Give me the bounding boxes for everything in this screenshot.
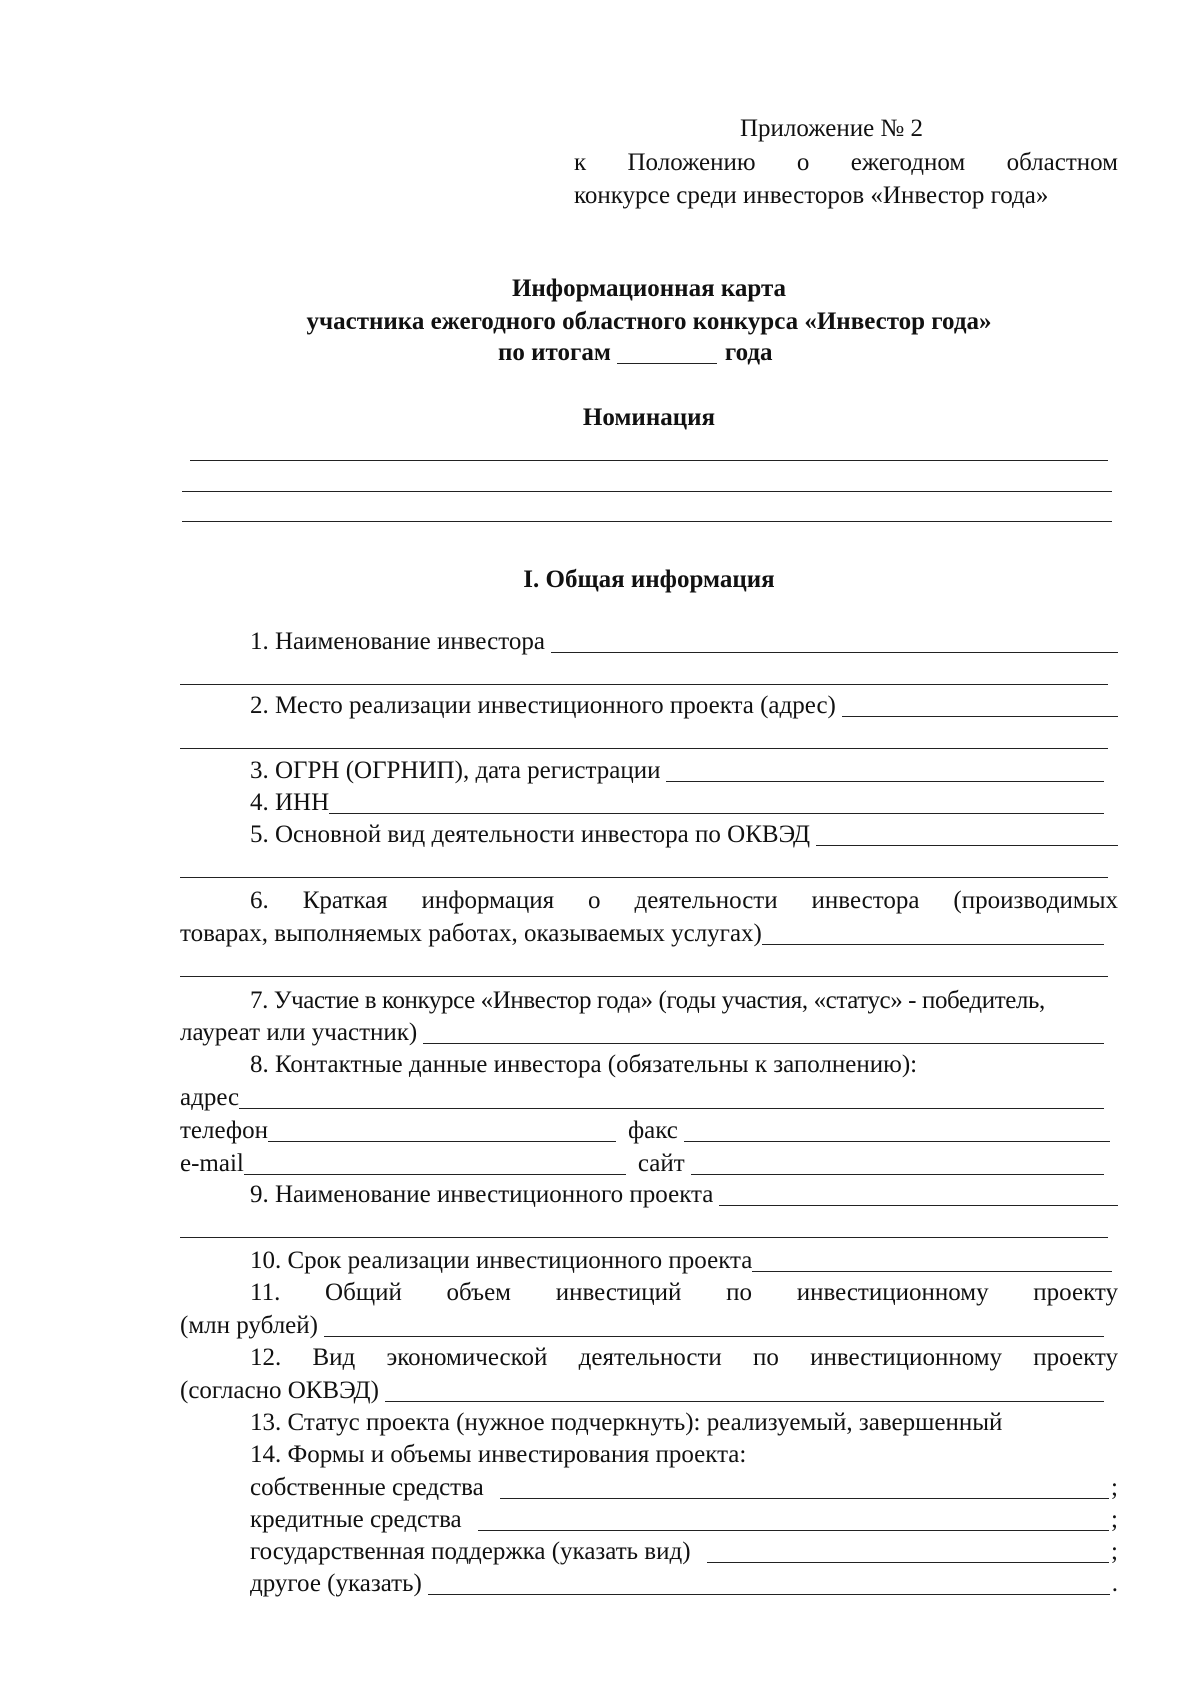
state-support-row <box>250 1535 1118 1569</box>
item-5 <box>250 818 1118 852</box>
project-address-field[interactable] <box>842 690 1118 717</box>
site-field[interactable] <box>691 1148 1104 1175</box>
activity-info-field-cont[interactable] <box>180 976 1108 977</box>
item-12-line1: 12. Вид экономической деятельности по инвестиционному проекту <box>250 1344 1118 1371</box>
own-funds-row <box>250 1471 1118 1505</box>
item-6-line1: 6. Краткая информация о деятельности инвестора (производимых <box>250 887 1118 914</box>
credit-funds-label: кредитные средства <box>250 1506 462 1533</box>
item-13: 13. Статус проекта (нужное подчеркнуть): реализуемый, завершенный <box>250 1409 1003 1436</box>
state-support-label: государственная поддержка (указать вид) <box>250 1538 691 1565</box>
item-1 <box>250 625 1118 659</box>
item-12-label: (согласно ОКВЭД) <box>180 1377 379 1404</box>
project-term-field[interactable] <box>752 1245 1112 1272</box>
project-name-field[interactable] <box>719 1179 1118 1206</box>
item-1-label: 1. Наименование инвестора <box>250 628 545 655</box>
nomination-field-line1[interactable] <box>190 460 1108 461</box>
fax-label: факс <box>627 1117 678 1144</box>
year-field[interactable] <box>617 337 717 364</box>
activity-info-field[interactable] <box>762 918 1104 945</box>
phone-field[interactable] <box>268 1115 616 1142</box>
item-6-label: товарах, выполняемых работах, оказываемых услугах) <box>180 920 762 947</box>
email-site-row <box>180 1147 1118 1181</box>
site-label: сайт <box>637 1150 685 1177</box>
nomination-field-line3[interactable] <box>182 521 1112 522</box>
item-10 <box>250 1244 1118 1278</box>
document-title: Информационная карта <box>511 275 787 302</box>
item-7-line1: 7. Участие в конкурсе «Инвестор года» (годы участия, «статус» - победитель, <box>250 987 1045 1014</box>
phone-fax-row <box>180 1114 1118 1148</box>
item-14: 14. Формы и объемы инвестирования проекта: <box>250 1441 747 1468</box>
appendix-label: Приложение № 2 <box>740 115 924 142</box>
investment-volume-field[interactable] <box>324 1310 1104 1337</box>
item-3 <box>250 754 1118 788</box>
item-4 <box>250 786 1118 820</box>
phone-label: телефон <box>180 1117 268 1144</box>
item-9-label: 9. Наименование инвестиционного проекта <box>250 1181 714 1208</box>
project-address-field-cont[interactable] <box>180 748 1108 749</box>
own-funds-label: собственные средства <box>250 1474 484 1501</box>
item-12-line2 <box>180 1374 1118 1408</box>
item-10-label: 10. Срок реализации инвестиционного проекта <box>250 1247 753 1274</box>
project-okved-field[interactable] <box>385 1375 1104 1402</box>
semicolon: ; <box>1111 1506 1118 1533</box>
appendix-reference-line1: к Положению о ежегодном областном <box>574 149 1118 176</box>
item-2 <box>250 689 1118 723</box>
period-suffix: года <box>724 339 773 366</box>
item-9 <box>250 1178 1118 1212</box>
semicolon: ; <box>1111 1538 1118 1565</box>
semicolon: ; <box>1111 1474 1118 1501</box>
section-heading: I. Общая информация <box>523 566 775 593</box>
other-row <box>250 1567 1118 1601</box>
item-2-label: 2. Место реализации инвестиционного проекта (адрес) <box>250 692 836 719</box>
email-label: e-mail <box>180 1150 244 1177</box>
item-3-label: 3. ОГРН (ОГРНИП), дата регистрации <box>250 757 661 784</box>
nomination-label: Номинация <box>582 404 716 431</box>
appendix-reference-line2: конкурсе среди инвесторов «Инвестор года» <box>574 182 1049 209</box>
address-row <box>180 1081 1118 1115</box>
item-11-label: (млн рублей) <box>180 1312 318 1339</box>
item-5-label: 5. Основной вид деятельности инвестора по ОКВЭД <box>250 821 811 848</box>
period-line <box>498 336 818 370</box>
item-11-line2 <box>180 1309 1118 1343</box>
period-prefix: по итогам <box>498 339 611 366</box>
address-field[interactable] <box>239 1082 1104 1109</box>
nomination-field-line2[interactable] <box>182 491 1112 492</box>
item-7-line2 <box>180 1016 1118 1050</box>
fax-field[interactable] <box>684 1115 1110 1142</box>
document-subtitle: участника ежегодного областного конкурса «Инвестор года» <box>306 308 992 335</box>
project-name-field-cont[interactable] <box>180 1237 1108 1238</box>
item-7-label: лауреат или участник) <box>180 1019 418 1046</box>
other-label: другое (указать) <box>250 1570 422 1597</box>
item-4-label: 4. ИНН <box>250 789 330 816</box>
inn-field[interactable] <box>329 787 1104 814</box>
item-11-line1: 11. Общий объем инвестиций по инвестиционному проекту <box>250 1279 1118 1306</box>
okved-field[interactable] <box>816 819 1118 846</box>
investor-name-field[interactable] <box>551 626 1118 653</box>
item-6-line2 <box>180 917 1118 951</box>
okved-field-cont[interactable] <box>180 877 1108 878</box>
investor-name-field-cont[interactable] <box>180 684 1108 685</box>
credit-funds-row <box>250 1503 1118 1537</box>
address-label: адрес <box>180 1084 240 1111</box>
participation-field[interactable] <box>423 1017 1104 1044</box>
state-support-field[interactable] <box>707 1536 1110 1563</box>
period: . <box>1111 1570 1118 1597</box>
item-8: 8. Контактные данные инвестора (обязательны к заполнению): <box>250 1051 918 1078</box>
email-field[interactable] <box>244 1148 626 1175</box>
other-field[interactable] <box>428 1568 1110 1595</box>
ogrn-field[interactable] <box>666 755 1104 782</box>
credit-funds-field[interactable] <box>478 1504 1109 1531</box>
own-funds-field[interactable] <box>500 1472 1109 1499</box>
